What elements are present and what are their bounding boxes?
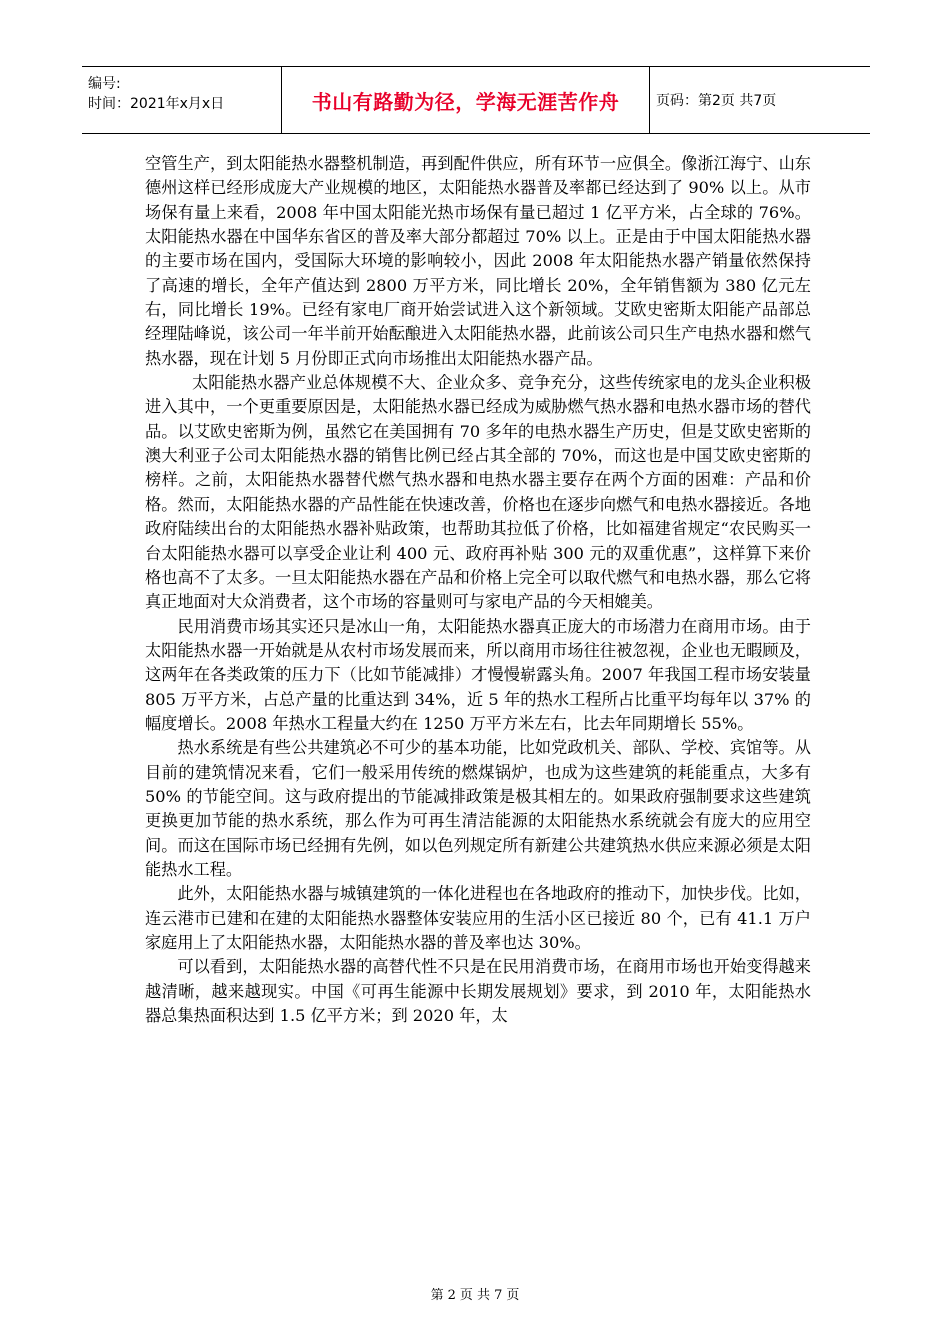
header-page-info (650, 67, 870, 133)
paragraph: 可以看到，太阳能热水器的高替代性不只是在民用消费市场，在商用市场也开始变得越来越清晰，越来越现实。中国《可再生能源中长期发展规划》要求，到 2010 年，太阳能热水器总集热面积达到 1.5 亿平方米；到 2020 年，太 (145, 957, 811, 1026)
paragraph: 空管生产，到太阳能热水器整机制造，再到配件供应，所有环节一应俱全。像浙江海宁、山东德州这样已经形成庞大产业规模的地区，太阳能热水器普及率都已经达到了 90% 以上。从市场保有量上来看，2008 年中国太阳能光热市场保有量已超过 1 亿平方米，占全球的 76%。太阳能热水器在中国华东省区的普及率大部分都超过 70% 以上。正是由于中国太阳能热水器的主要市场在国内，受国际大环境的影响较小，因此 2008 年太阳能热水器产销量依然保持了高速的增长，全年产值达到 2800 万平方米，同比增长 20%，全年销售额为 380 亿元左右，同比增长 19%。已经有家电厂商开始尝试进入这个新领域。艾欧史密斯太阳能产品部总经理陆峰说，该公司一年半前开始酝酿进入太阳能热水器，此前该公司只生产电热水器和燃气热水器，现在计划 5 月份即正式向市场推出太阳能热水器产品。 (145, 154, 811, 368)
header-motto-cell (282, 67, 650, 133)
page-info-text: 页码：第2页 共7页 (656, 93, 777, 109)
paragraph: 此外，太阳能热水器与城镇建筑的一体化进程也在各地政府的推动下，加快步伐。比如，连云港市已建和在建的太阳能热水器整体安装应用的生活小区已接近 80 个，已有 41.1 万户家庭用上了太阳能热水器，太阳能热水器的普及率也达 30%。 (145, 884, 811, 952)
footer-prefix: 第 (430, 1288, 444, 1303)
footer-suffix: 页 (506, 1288, 520, 1303)
date-label: 时间：2021年x月x日 (88, 96, 225, 112)
page-header (82, 66, 870, 134)
paragraph: 民用消费市场其实还只是冰山一角，太阳能热水器真正庞大的市场潜力在商用市场。由于太阳能热水器一开始就是从农村市场发展而来，所以商用市场往往被忽视，企业也无暇顾及，这两年在各类政策的压力下（比如节能减排）才慢慢崭露头角。2007 年我国工程市场安装量 805 万平方米，占总产量的比重达到 34%，近 5 年的热水工程所占比重平均每年以 37% 的幅度增长。2008 年热水工程量大约在 1250 万平方米左右，比去年同期增长 55%。 (145, 616, 811, 733)
footer-total-pages: 7 (494, 1288, 503, 1303)
document-body (145, 152, 811, 1028)
header-meta (82, 67, 282, 133)
footer-page-number: 2 (447, 1288, 456, 1303)
motto-text: 书山有路勤为径，学海无涯苦作舟 (311, 89, 620, 114)
footer-middle: 页 共 (459, 1288, 491, 1303)
page-footer (0, 1284, 950, 1303)
paragraph: 热水系统是有些公共建筑必不可少的基本功能，比如党政机关、部队、学校、宾馆等。从目前的建筑情况来看，它们一般采用传统的燃煤锅炉，也成为这些建筑的耗能重点，大多有 50% 的节能空间。这与政府提出的节能减排政策是极其相左的。如果政府强制要求这些建筑更换更加节能的热水系统，那么作为可再生清洁能源的太阳能热水系统就会有庞大的应用空间。而这在国际市场已经拥有先例，如以色列规定所有新建公共建筑热水供应来源必须是太阳能热水工程。 (145, 738, 811, 879)
serial-number-label: 编号: (88, 76, 121, 92)
paragraph: 太阳能热水器产业总体规模不大、企业众多、竞争充分，这些传统家电的龙头企业积极进入其中，一个更重要原因是，太阳能热水器已经成为威胁燃气热水器和电热水器市场的替代品。以艾欧史密斯为例，虽然它在美国拥有 70 多年的电热水器生产历史，但是艾欧史密斯的澳大利亚子公司太阳能热水器的销售比例已经占其全部的 70%，而这也是中国艾欧史密斯的榜样。之前，太阳能热水器替代燃气热水器和电热水器主要存在两个方面的困难：产品和价格。然而，太阳能热水器的产品性能在快速改善，价格也在逐步向燃气和电热水器接近。各地政府陆续出台的太阳能热水器补贴政策，也帮助其拉低了价格，比如福建省规定“农民购买一台太阳能热水器可以享受企业让利 400 元、政府再补贴 300 元的双重优惠”，这样算下来价格也高不了太多。一旦太阳能热水器在产品和价格上完全可以取代燃气和电热水器，那么它将真正地面对大众消费者，这个市场的容量则可与家电产品的今天相媲美。 (145, 373, 811, 612)
